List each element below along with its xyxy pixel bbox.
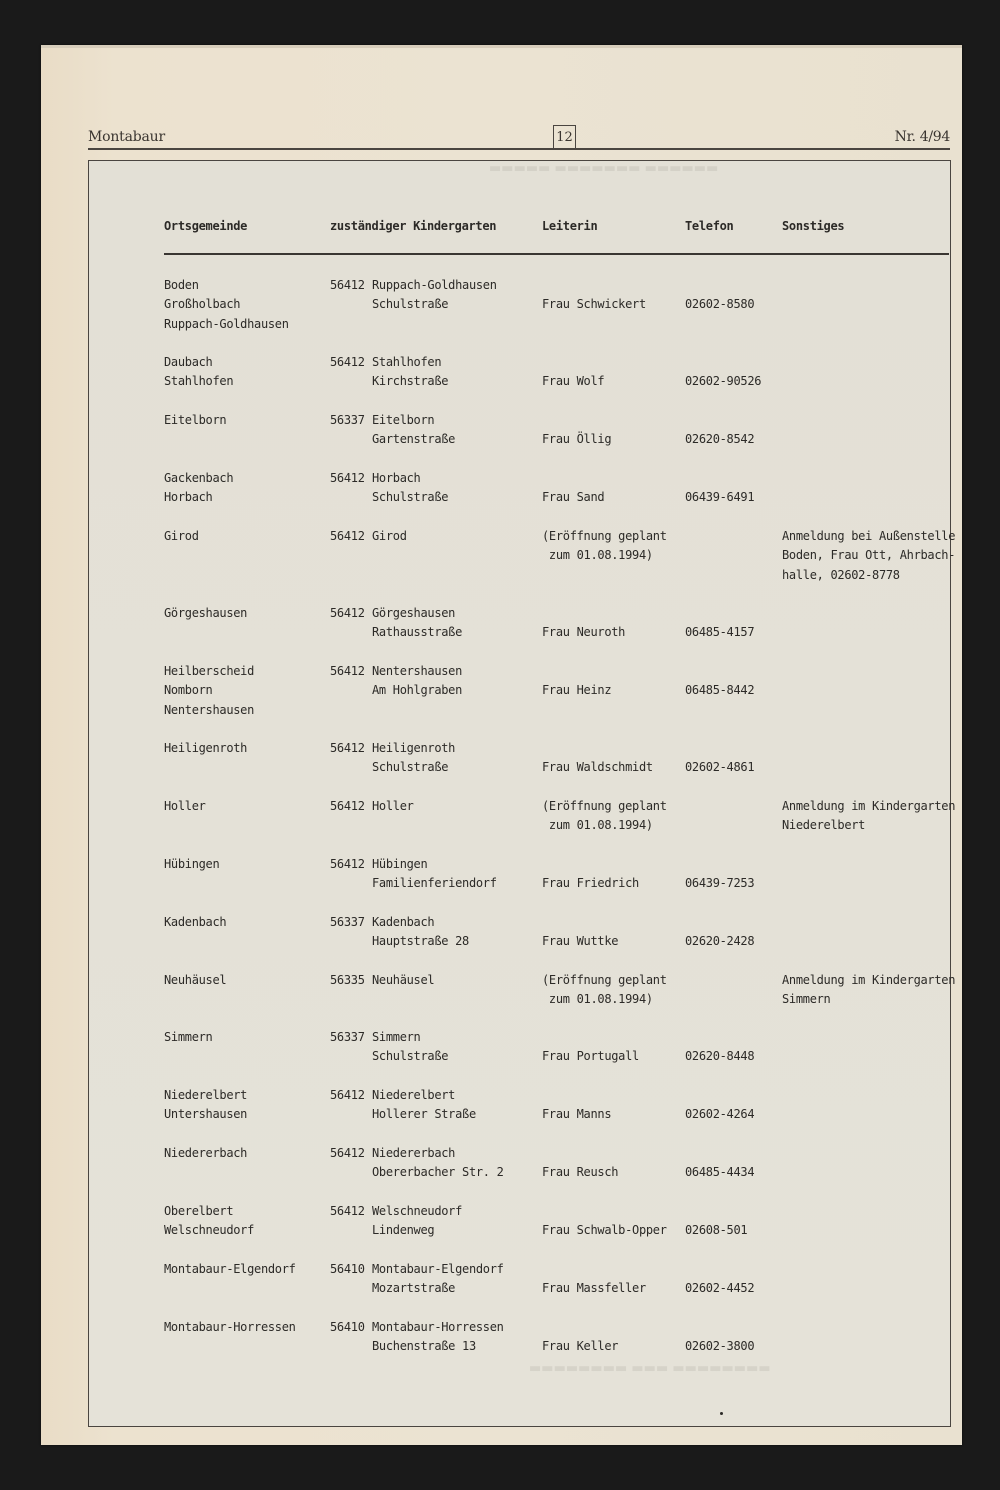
plz-cell: 56412 — [330, 1146, 365, 1160]
plz-cell: 56410 — [330, 1262, 365, 1276]
plz-cell: 56412 — [330, 355, 365, 369]
leiterin-cell: Frau Schwickert — [542, 297, 646, 312]
ortsgemeinde-cell: Stahlhofen — [164, 374, 234, 389]
telefon-cell: 06485-8442 — [685, 683, 755, 698]
ortsgemeinde-cell: Heiligenroth — [164, 741, 248, 755]
telefon-cell: 02602-3800 — [685, 1339, 755, 1354]
leiterin-cell: zum 01.08.1994) — [542, 992, 653, 1007]
kindergarten-ort-cell: Niederelbert — [372, 1088, 456, 1102]
page-header — [88, 125, 950, 149]
column-header-ortsgemeinde: Ortsgemeinde — [164, 219, 248, 233]
ortsgemeinde-cell: Nentershausen — [164, 702, 255, 717]
plz-cell: 56412 — [330, 278, 365, 292]
issue-number: Nr. 4/94 — [894, 129, 950, 145]
plz-cell: 56412 — [330, 664, 365, 678]
kindergarten-ort-cell: Simmern — [372, 1030, 421, 1044]
kindergarten-strasse-cell: Buchenstraße 13 — [372, 1339, 476, 1354]
table-header-rule — [164, 253, 949, 255]
kindergarten-strasse-cell: Obererbacher Str. 2 — [372, 1165, 504, 1180]
sonstiges-cell: Anmeldung im Kindergarten — [782, 799, 956, 813]
ortsgemeinde-cell: Ruppach-Goldhausen — [164, 316, 289, 331]
leiterin-cell: (Eröffnung geplant — [542, 799, 667, 813]
kindergarten-strasse-cell: Gartenstraße — [372, 432, 456, 447]
plz-cell: 56412 — [330, 799, 365, 813]
kindergarten-strasse-cell: Schulstraße — [372, 490, 449, 505]
leiterin-cell: Frau Massfeller — [542, 1281, 646, 1296]
kindergarten-strasse-cell: Hauptstraße 28 — [372, 934, 469, 949]
sonstiges-cell: Anmeldung im Kindergarten — [782, 973, 956, 987]
telefon-cell: 02602-4264 — [685, 1107, 755, 1122]
telefon-cell: 02608-501 — [685, 1223, 748, 1238]
leiterin-cell: Frau Sand — [542, 490, 605, 505]
column-header-leiterin: Leiterin — [542, 219, 598, 233]
header-rule — [88, 148, 950, 150]
column-header-kindergarten: zuständiger Kindergarten — [330, 219, 497, 233]
leiterin-cell: Frau Keller — [542, 1339, 619, 1354]
ortsgemeinde-cell: Görgeshausen — [164, 606, 248, 620]
leiterin-cell: Frau Friedrich — [542, 876, 639, 891]
telefon-cell: 02620-2428 — [685, 934, 755, 949]
kindergarten-ort-cell: Hübingen — [372, 857, 428, 871]
telefon-cell: 06485-4434 — [685, 1165, 755, 1180]
leiterin-cell: Frau Öllig — [542, 432, 612, 447]
leiterin-cell: Frau Heinz — [542, 683, 612, 698]
plz-cell: 56412 — [330, 529, 365, 543]
ortsgemeinde-cell: Welschneudorf — [164, 1223, 255, 1238]
ortsgemeinde-cell: Simmern — [164, 1030, 213, 1044]
sonstiges-cell: halle, 02602-8778 — [782, 567, 900, 582]
leiterin-cell: (Eröffnung geplant — [542, 973, 667, 987]
kindergarten-strasse-cell: Familienferiendorf — [372, 876, 497, 891]
leiterin-cell: Frau Neuroth — [542, 625, 626, 640]
kindergarten-ort-cell: Montabaur-Horressen — [372, 1320, 504, 1334]
ortsgemeinde-cell: Neuhäusel — [164, 973, 227, 987]
ortsgemeinde-cell: Niederelbert — [164, 1088, 248, 1102]
plz-cell: 56412 — [330, 741, 365, 755]
kindergarten-strasse-cell: Kirchstraße — [372, 374, 449, 389]
plz-cell: 56412 — [330, 1088, 365, 1102]
page-number: 12 — [553, 125, 576, 150]
telefon-cell: 02602-4861 — [685, 760, 755, 775]
kindergarten-ort-cell: Ruppach-Goldhausen — [372, 278, 497, 292]
kindergarten-ort-cell: Heiligenroth — [372, 741, 456, 755]
kindergarten-strasse-cell: Lindenweg — [372, 1223, 435, 1238]
kindergarten-ort-cell: Kadenbach — [372, 915, 435, 929]
kindergarten-ort-cell: Girod — [372, 529, 407, 543]
plz-cell: 56412 — [330, 1204, 365, 1218]
kindergarten-strasse-cell: Am Hohlgraben — [372, 683, 463, 698]
leiterin-cell: Frau Wolf — [542, 374, 605, 389]
leiterin-cell: Frau Portugall — [542, 1049, 639, 1064]
plz-cell: 56337 — [330, 915, 365, 929]
ortsgemeinde-cell: Hübingen — [164, 857, 220, 871]
ortsgemeinde-cell: Kadenbach — [164, 915, 227, 929]
ortsgemeinde-cell: Untershausen — [164, 1107, 248, 1122]
kindergarten-ort-cell: Nentershausen — [372, 664, 463, 678]
leiterin-cell: Frau Waldschmidt — [542, 760, 653, 775]
sonstiges-cell: Anmeldung bei Außenstelle — [782, 529, 956, 543]
telefon-cell: 02602-8580 — [685, 297, 755, 312]
column-header-telefon: Telefon — [685, 219, 734, 233]
kindergarten-strasse-cell: Mozartstraße — [372, 1281, 456, 1296]
leiterin-cell: (Eröffnung geplant — [542, 529, 667, 543]
telefon-cell: 06439-7253 — [685, 876, 755, 891]
kindergarten-strasse-cell: Hollerer Straße — [372, 1107, 476, 1122]
plz-cell: 56410 — [330, 1320, 365, 1334]
ortsgemeinde-cell: Gackenbach — [164, 471, 234, 485]
ortsgemeinde-cell: Nomborn — [164, 683, 213, 698]
kindergarten-ort-cell: Niedererbach — [372, 1146, 456, 1160]
leiterin-cell: Frau Manns — [542, 1107, 612, 1122]
telefon-cell: 06485-4157 — [685, 625, 755, 640]
ortsgemeinde-cell: Girod — [164, 529, 199, 543]
telefon-cell: 02602-4452 — [685, 1281, 755, 1296]
sonstiges-cell: Niederelbert — [782, 818, 866, 833]
plz-cell: 56335 — [330, 973, 365, 987]
kindergarten-ort-cell: Eitelborn — [372, 413, 435, 427]
plz-cell: 56337 — [330, 1030, 365, 1044]
column-header-sonstiges: Sonstiges — [782, 219, 845, 233]
speck-mark — [720, 1412, 723, 1415]
kindergarten-strasse-cell: Schulstraße — [372, 760, 449, 775]
kindergarten-ort-cell: Holler — [372, 799, 414, 813]
document-page — [41, 45, 962, 1445]
kindergarten-strasse-cell: Rathausstraße — [372, 625, 463, 640]
publication-title: Montabaur — [88, 129, 165, 145]
kindergarten-ort-cell: Neuhäusel — [372, 973, 435, 987]
plz-cell: 56412 — [330, 471, 365, 485]
telefon-cell: 02620-8448 — [685, 1049, 755, 1064]
leiterin-cell: Frau Reusch — [542, 1165, 619, 1180]
show-through-text: ▬▬▬▬▬ ▬▬▬▬▬▬▬ ▬▬▬▬▬▬ — [489, 161, 719, 176]
ortsgemeinde-cell: Boden — [164, 278, 199, 292]
plz-cell: 56337 — [330, 413, 365, 427]
ortsgemeinde-cell: Eitelborn — [164, 413, 227, 427]
ortsgemeinde-cell: Niedererbach — [164, 1146, 248, 1160]
ortsgemeinde-cell: Holler — [164, 799, 206, 813]
ortsgemeinde-cell: Heilberscheid — [164, 664, 255, 678]
kindergarten-strasse-cell: Schulstraße — [372, 297, 449, 312]
sonstiges-cell: Simmern — [782, 992, 831, 1007]
kindergarten-table-box — [88, 160, 956, 1427]
leiterin-cell: Frau Wuttke — [542, 934, 619, 949]
sonstiges-cell: Boden, Frau Ott, Ahrbach- — [782, 548, 956, 563]
page-edge — [41, 45, 962, 48]
kindergarten-ort-cell: Görgeshausen — [372, 606, 456, 620]
leiterin-cell: zum 01.08.1994) — [542, 818, 653, 833]
telefon-cell: 06439-6491 — [685, 490, 755, 505]
telefon-cell: 02602-90526 — [685, 374, 762, 389]
kindergarten-ort-cell: Stahlhofen — [372, 355, 442, 369]
kindergarten-ort-cell: Montabaur-Elgendorf — [372, 1262, 504, 1276]
telefon-cell: 02620-8542 — [685, 432, 755, 447]
ortsgemeinde-cell: Oberelbert — [164, 1204, 234, 1218]
leiterin-cell: zum 01.08.1994) — [542, 548, 653, 563]
ortsgemeinde-cell: Großholbach — [164, 297, 241, 312]
kindergarten-strasse-cell: Schulstraße — [372, 1049, 449, 1064]
kindergarten-ort-cell: Welschneudorf — [372, 1204, 463, 1218]
kindergarten-ort-cell: Horbach — [372, 471, 421, 485]
leiterin-cell: Frau Schwalb-Opper — [542, 1223, 667, 1238]
ortsgemeinde-cell: Daubach — [164, 355, 213, 369]
plz-cell: 56412 — [330, 606, 365, 620]
show-through-text: ▬▬▬▬▬▬▬▬ ▬▬▬ ▬▬▬▬▬▬▬▬ — [529, 1361, 771, 1376]
ortsgemeinde-cell: Horbach — [164, 490, 213, 505]
ortsgemeinde-cell: Montabaur-Horressen — [164, 1320, 296, 1334]
plz-cell: 56412 — [330, 857, 365, 871]
ortsgemeinde-cell: Montabaur-Elgendorf — [164, 1262, 296, 1276]
